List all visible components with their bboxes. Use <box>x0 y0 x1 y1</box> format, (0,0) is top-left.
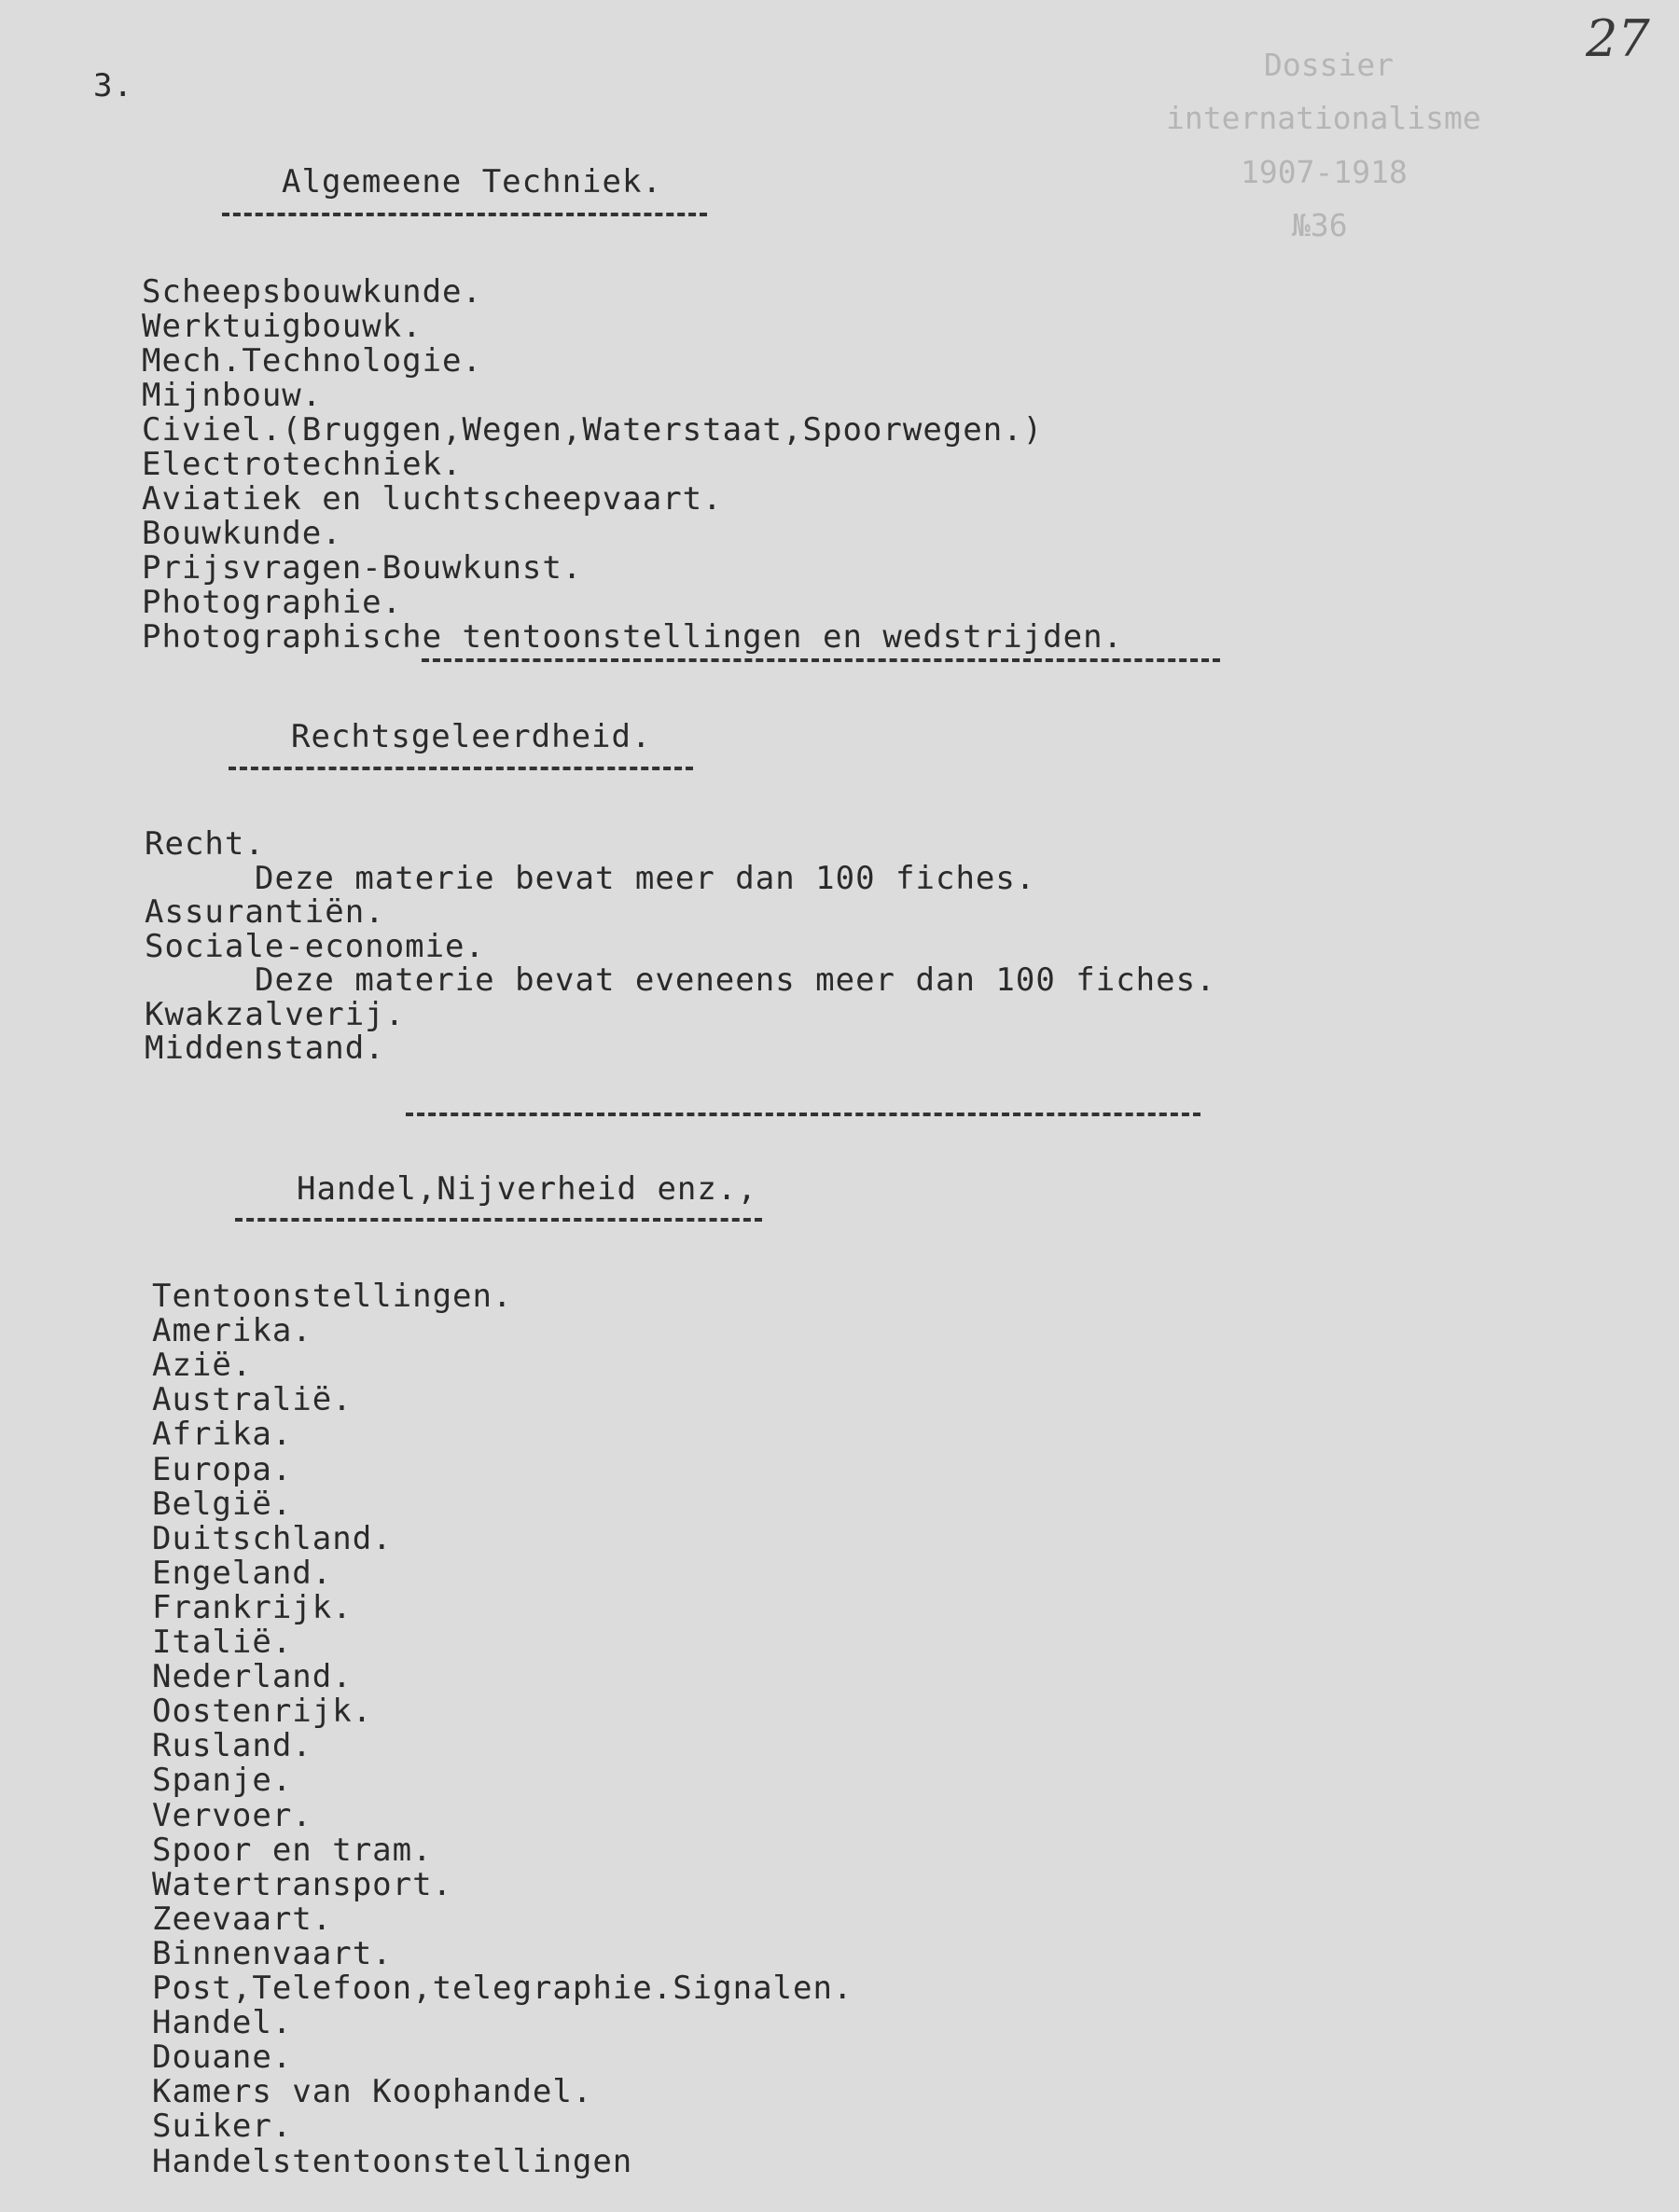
list-item: Civiel.(Bruggen,Wegen,Waterstaat,Spoorwegen.) <box>142 411 1044 449</box>
folio-number: 27 <box>1586 9 1650 68</box>
list-item: Amerika. <box>152 1312 312 1350</box>
list-item: Australië. <box>152 1381 353 1419</box>
page-number: 3. <box>93 67 133 104</box>
heading-underline <box>222 213 707 216</box>
list-item: Kwakzalverij. <box>145 995 406 1033</box>
list-item: Bouwkunde. <box>142 515 342 552</box>
section-divider <box>406 1113 1200 1116</box>
list-item: Spanje. <box>152 1762 293 1800</box>
list-item: Watertransport. <box>152 1865 453 1903</box>
list-item: Photographie. <box>142 584 403 621</box>
list-item: Middenstand. <box>145 1030 385 1067</box>
list-item: Oostenrijk. <box>152 1693 373 1731</box>
heading-underline <box>235 1218 762 1222</box>
list-item: Vervoer. <box>152 1796 312 1834</box>
list-item: Engeland. <box>152 1554 333 1592</box>
list-item: Sociale-economie. <box>145 927 485 965</box>
list-item: Aviatiek en luchtscheepvaart. <box>142 480 723 518</box>
archive-stamp-line-1: Dossier <box>1264 47 1395 83</box>
list-item: Scheepsbouwkunde. <box>142 273 482 311</box>
list-item: Afrika. <box>152 1416 293 1454</box>
list-item: Italië. <box>152 1624 293 1661</box>
list-item: Zeevaart. <box>152 1900 333 1938</box>
list-item: Nederland. <box>152 1658 353 1696</box>
list-item: Kamers van Koophandel. <box>152 2073 593 2111</box>
section-heading-handel-nijverheid: Handel,Nijverheid enz., <box>297 1170 757 1208</box>
list-item: Mijnbouw. <box>142 377 323 414</box>
archive-stamp-line-2: internationalisme <box>1166 100 1481 136</box>
list-item: Azië. <box>152 1347 253 1385</box>
list-item: Mech.Technologie. <box>142 342 482 380</box>
archive-stamp-line-4: №36 <box>1292 207 1348 243</box>
list-item: Suiker. <box>152 2108 293 2146</box>
list-item: Prijsvragen-Bouwkunst. <box>142 549 583 587</box>
list-item: Frankrijk. <box>152 1588 353 1626</box>
list-item: Douane. <box>152 2039 293 2077</box>
archive-stamp-line-3: 1907-1918 <box>1241 154 1408 190</box>
heading-underline <box>229 767 693 770</box>
list-item: Europa. <box>152 1450 293 1488</box>
list-item: Assurantiën. <box>145 893 385 931</box>
section-heading-rechtsgeleerdheid: Rechtsgeleerdheid. <box>291 718 652 755</box>
list-item: Recht. <box>145 825 265 863</box>
list-item: Binnenvaart. <box>152 1934 393 1972</box>
list-item: België. <box>152 1485 293 1523</box>
list-item: Photographische tentoonstellingen en wedstrijden. <box>142 618 1124 656</box>
list-item: Handelstentoonstellingen <box>152 2142 633 2180</box>
list-item: Handel. <box>152 2004 293 2042</box>
section-divider <box>422 658 1220 662</box>
list-item: Tentoonstellingen. <box>152 1278 513 1315</box>
list-item: Werktuigbouwk. <box>142 308 423 345</box>
list-item: Post,Telefoon,telegraphie.Signalen. <box>152 1970 853 2007</box>
list-item: Rusland. <box>152 1727 312 1765</box>
list-item: Spoor en tram. <box>152 1831 433 1869</box>
list-item: Electrotechniek. <box>142 446 463 483</box>
list-item: Duitschland. <box>152 1519 393 1557</box>
section-heading-algemeene-techniek: Algemeene Techniek. <box>282 163 662 200</box>
note-line: Deze materie bevat meer dan 100 fiches. <box>255 859 1036 897</box>
note-line: Deze materie bevat eveneens meer dan 100 fiches. <box>255 961 1216 999</box>
